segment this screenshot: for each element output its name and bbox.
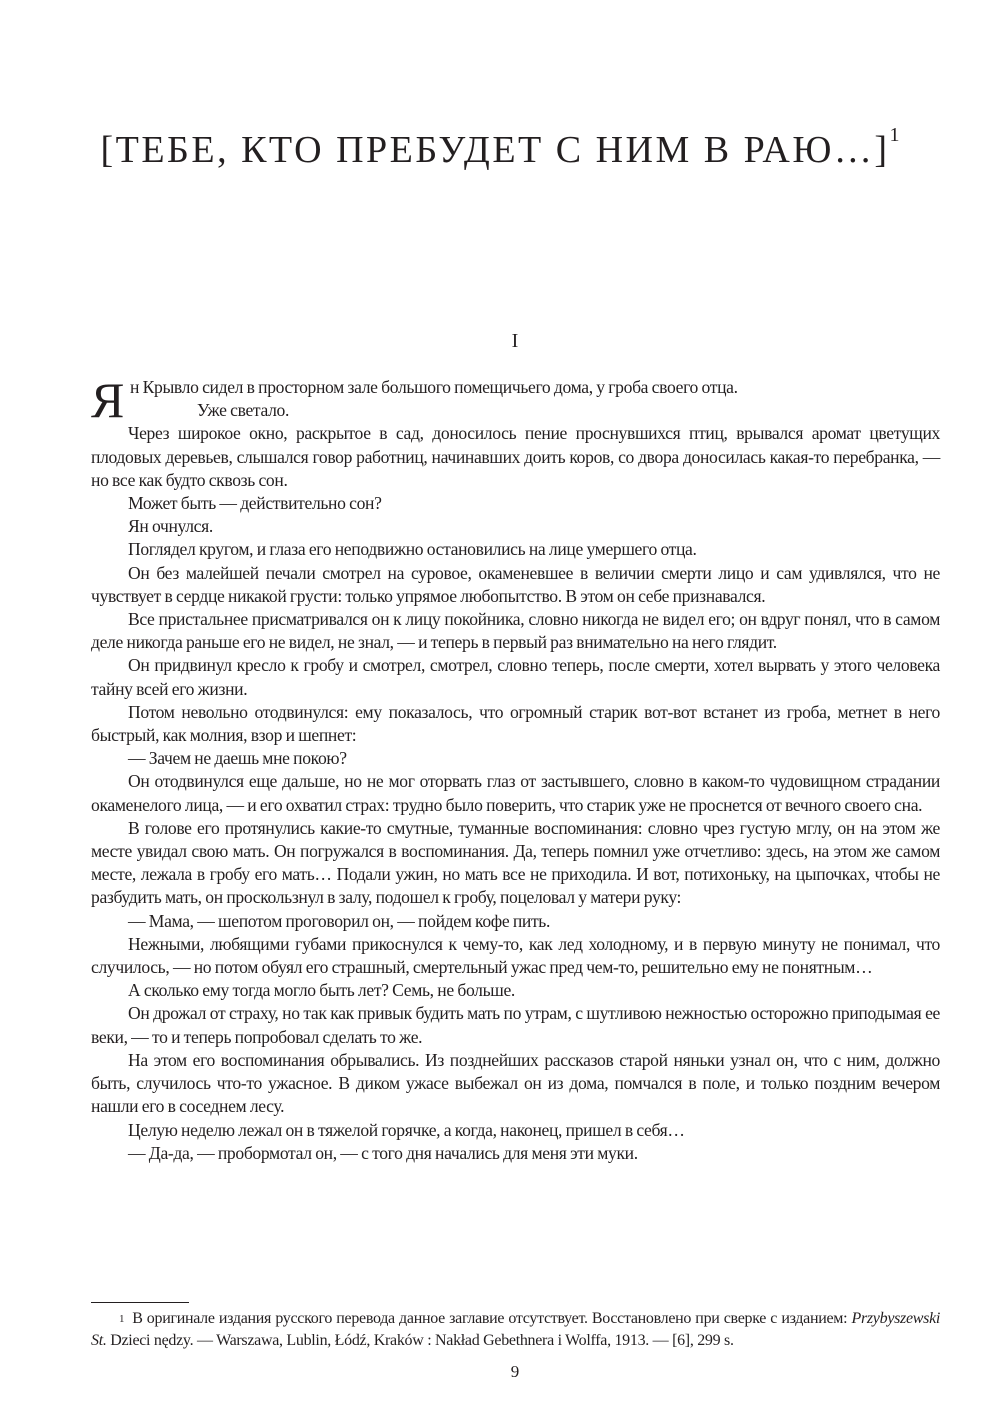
body-text	[91, 372, 940, 1165]
paragraph: На этом его воспоминания обрывались. Из позднейших рассказов старой няньки узнал он, что с ним, должно быть, случилось что-то ужасное. В диком ужасе выбежал он из дома, помчался в поле, и только поздним вечером нашли его в соседнем лесу.	[91, 1049, 940, 1117]
paragraph: Он придвинул кресло к гробу и смотрел, смотрел, словно теперь, после смерти, хотел вырвать у этого человека тайну всей его жизни.	[91, 655, 940, 699]
paragraph: — Мама, — шепотом проговорил он, — пойдем кофе пить.	[128, 910, 551, 931]
footnote-divider	[91, 1302, 189, 1303]
paragraph: Все пристальнее присматривался он к лицу покойника, словно никогда не видел его; он вдруг понял, что в самом деле никогда раньше его не видел, не знал, — и теперь в первый раз внимательно на него глядит.	[91, 609, 940, 653]
paragraph: — Зачем не даешь мне покою?	[128, 748, 347, 769]
chapter-title: [ТЕБЕ, КТО ПРЕБУДЕТ С НИМ В РАЮ…]$^1$	[100, 124, 900, 171]
paragraph-first: Ян Крывло сидел в просторном зале большого помещичьего дома, у гроба своего отца.	[91, 372, 738, 428]
paragraph: Он без малейшей печали смотрел на суровое, окаменевшее в величии смерти лицо и сам удивлялся, что не чувствует в сердце никакой грусти: только упрямое любопытство. В этом он себе признавался.	[91, 562, 940, 606]
paragraph: Он дрожал от страху, но так как привык будить мать по утрам, с шутливою нежностью осторожно приподымая ее веки, — то и теперь попробовал сделать то же.	[91, 1003, 940, 1047]
paragraph: Целую неделю лежал он в тяжелой горячке, а когда, наконец, пришел в себя…	[128, 1119, 685, 1140]
paragraph: Может быть — действительно сон?	[128, 493, 382, 514]
section-number: I	[511, 330, 519, 352]
paragraph: Уже светало.	[197, 400, 290, 421]
footnote-ref[interactable]: 1	[889, 124, 900, 146]
paragraph: Нежными, любящими губами прикоснулся к чему-то, как лед холодному, и в первую минуту не понимал, что случилось, — но потом обуял его страшный, смертельный ужас пред чем-то, решительно ему не понятным…	[91, 933, 940, 978]
paragraph: — Да-да, — пробормотал он, — с того дня начались для меня эти муки.	[128, 1142, 638, 1163]
paragraph: В голове его протянулись какие-то смутные, туманные воспоминания: словно чрез густую мглу, он на этом же месте увидал свою мать. Он погружался в воспоминания. Да, теперь помнил уже отчетливо: здесь, на этом же самом месте, лежала в гробу его мать… Подали ужин, но мать все не приходила. И вот, потихоньку, на цыпочках, чтобы не разбудить мать, он проскользнул в залу, подошел к гробу, поцеловал у матери руку:	[91, 817, 940, 908]
paragraph: Потом невольно отодвинулся: ему показалось, что огромный старик вот-вот встанет из гроба, метнет в него быстрый, как молния, взор и шепнет:	[91, 701, 940, 746]
paragraph: Поглядел кругом, и глаза его неподвижно остановились на лице умершего отца.	[128, 539, 697, 560]
page-number: 9	[510, 1362, 520, 1381]
paragraph: Через широкое окно, раскрытое в сад, доносилось пение проснувшихся птиц, врывался аромат цветущих плодовых деревьев, слышался говор работниц, начинавших доить коров, со двора доносилась какая-то перебранка, — но все как будто сквозь сон.	[91, 423, 940, 490]
paragraph: Ян очнулся.	[128, 516, 213, 537]
paragraph: Он отодвинулся еще дальше, но не мог оторвать глаз от застывшего, словно в каком-то чудовищном страдании окаменелого лица, — и его охватил страх: трудно было поверить, что старик уже не проснется от вечного своего сна.	[91, 771, 940, 815]
paragraph: А сколько ему тогда могло быть лет? Семь, не больше.	[128, 980, 515, 1001]
footnote: $^1$ В оригинале издания русского перевода данное заглавие отсутствует. Восстановлено при сверке с изданием: Przybyszewski St. Dzieci nędzy. — Warszawa, Lublin, Łódź, Kraków : Nakład Gebethnera i Wolffa, 1913. — [6], 299 s.	[91, 1310, 941, 1349]
drop-cap: Я	[91, 372, 124, 428]
